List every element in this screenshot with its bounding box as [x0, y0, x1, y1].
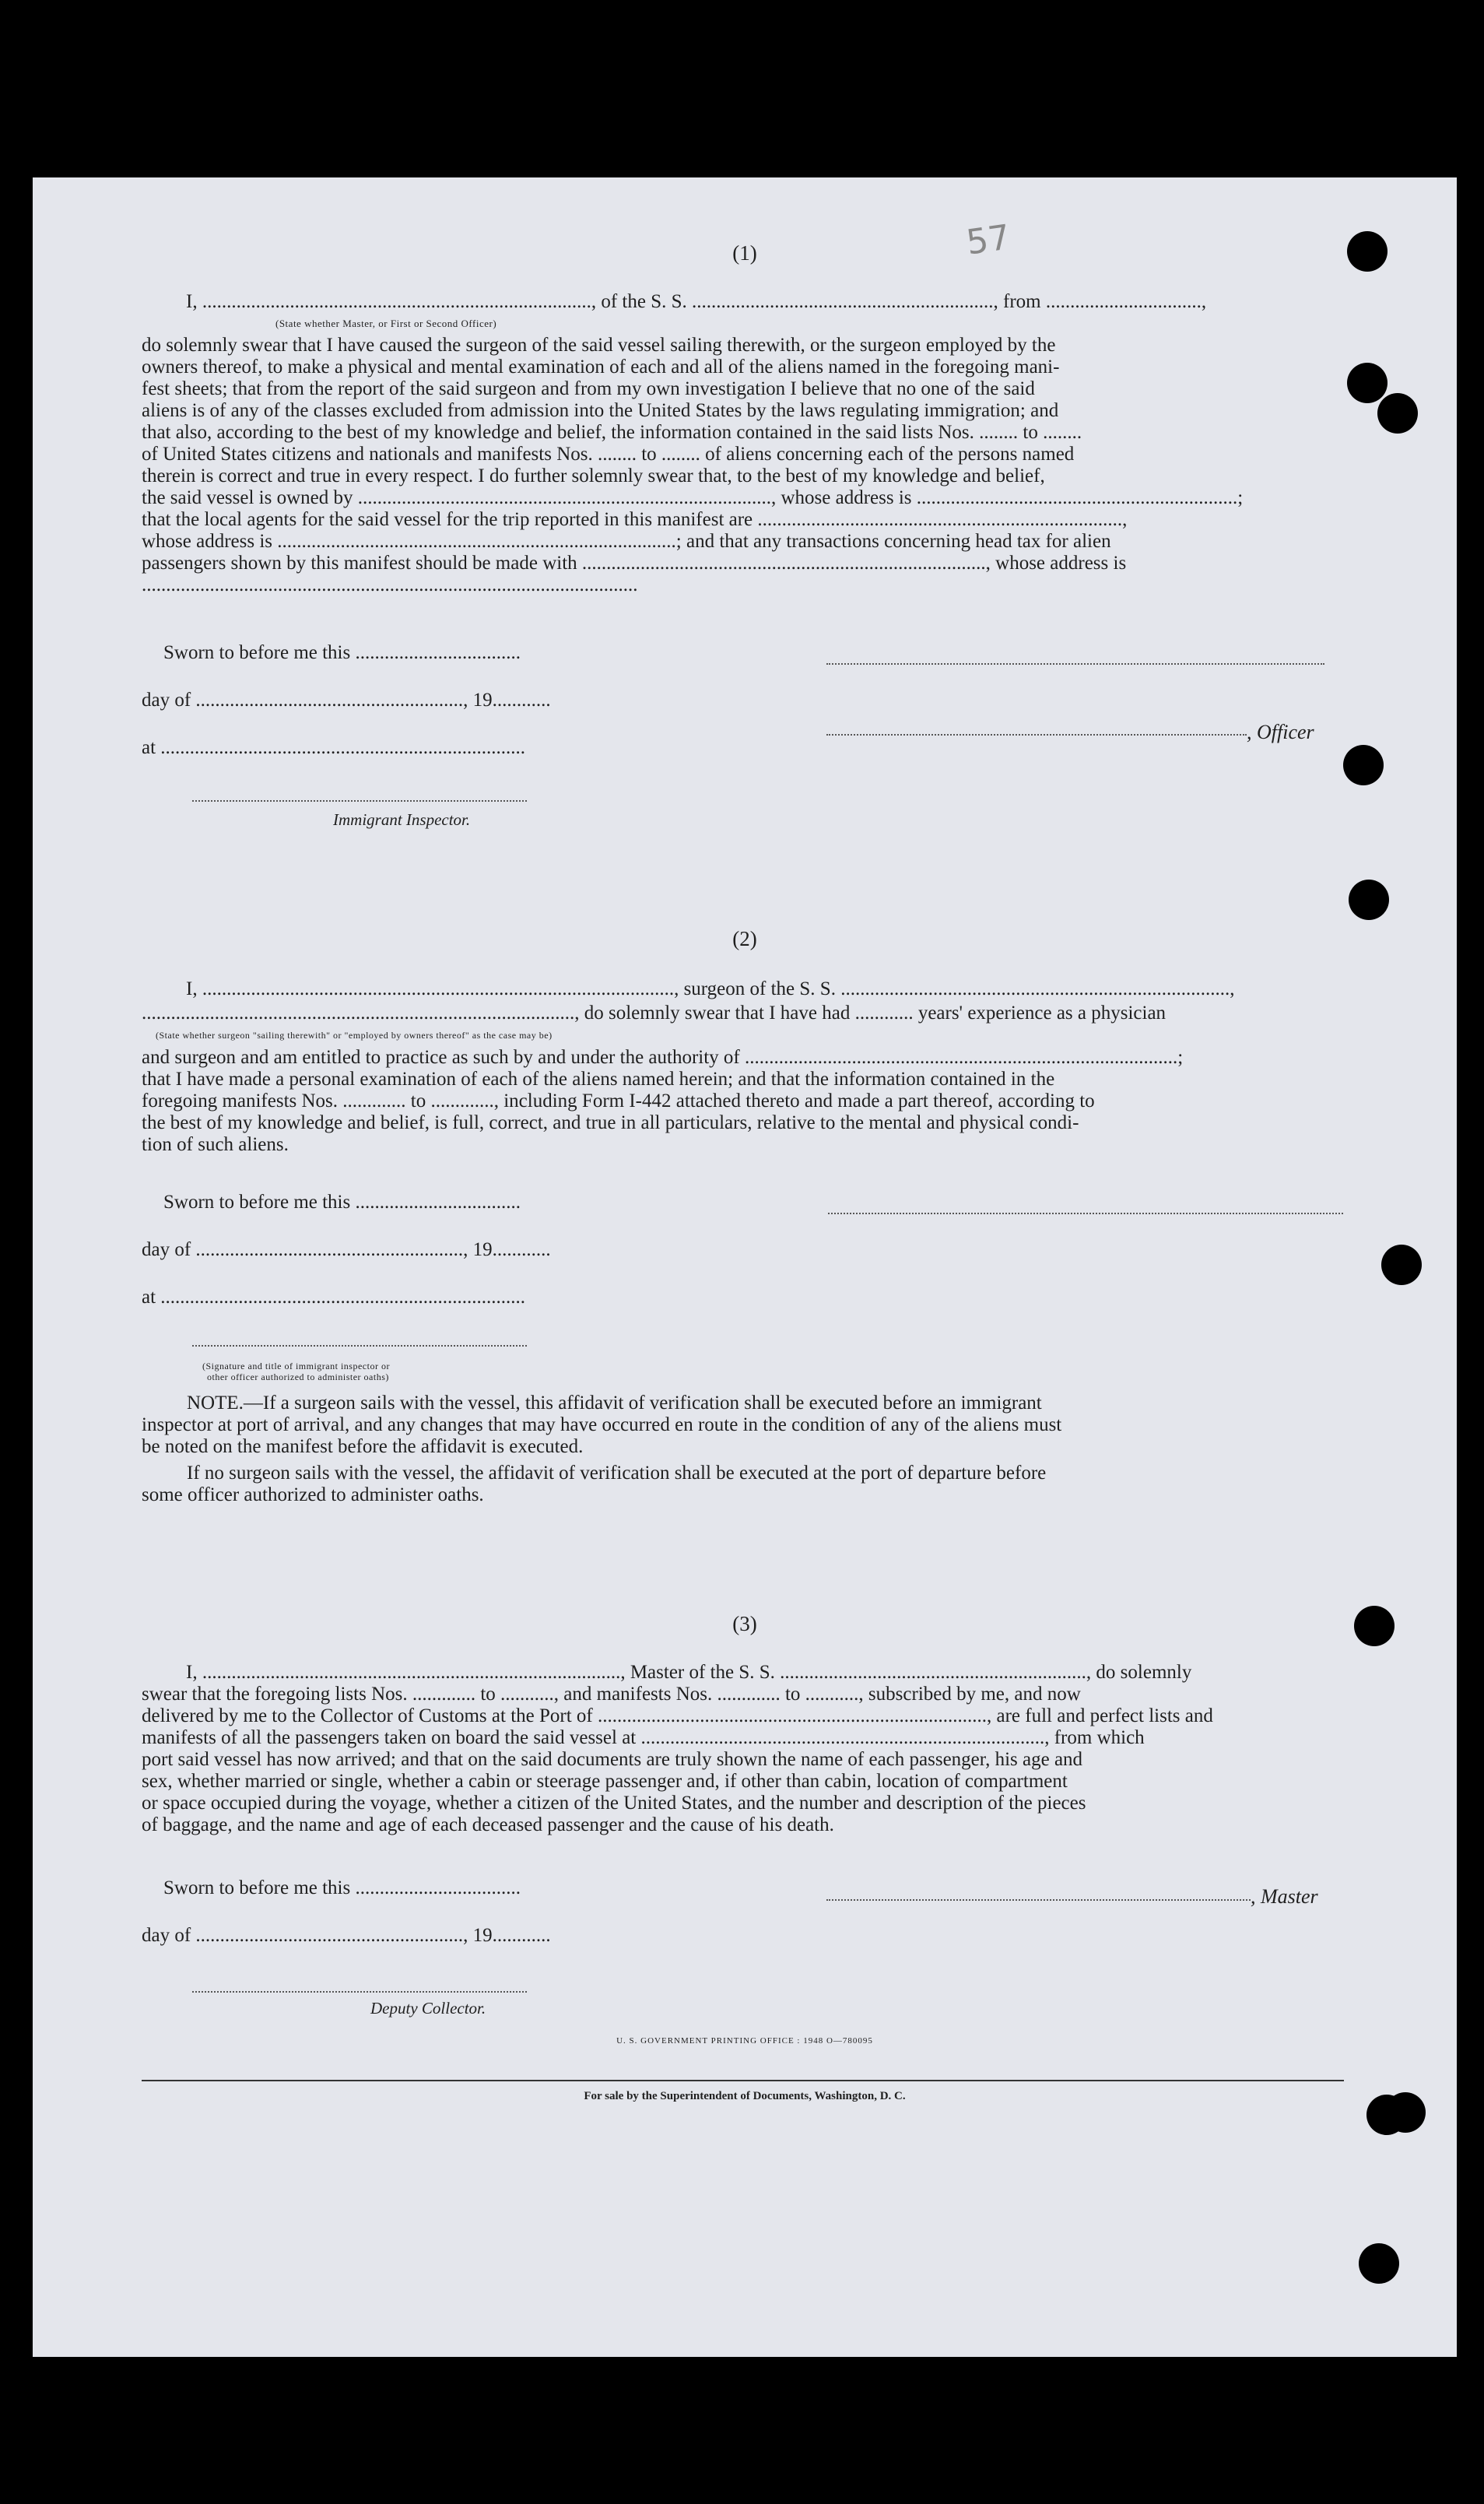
section-3-line: of baggage, and the name and age of each deceased passenger and the cause of his death.	[142, 1814, 834, 1835]
section-1-line: passengers shown by this manifest should be made with ..................................................................................., whose address is	[142, 553, 1127, 574]
inspector-signature-line	[192, 800, 527, 802]
sworn-line: Sworn to before me this ..................................	[163, 642, 521, 663]
binder-hole	[1354, 1606, 1395, 1646]
section-3-line: manifests of all the passengers taken on board the said vessel at ..................................................................................., from which	[142, 1727, 1145, 1748]
sale-note: For sale by the Superintendent of Documents, Washington, D. C.	[584, 2090, 906, 2102]
section-1-line: fest sheets; that from the report of the said surgeon and from my own investigation I believe that no one of the said	[142, 378, 1035, 399]
section-1-line: therein is correct and true in every respect. I do further solemnly swear that, to the best of my knowledge and belief,	[142, 465, 1045, 486]
binder-hole	[1377, 393, 1418, 434]
officer-label: , Officer	[1247, 721, 1314, 743]
section-1-line: owners thereof, to make a physical and mental examination of each and all of the aliens named in the foregoing mani-	[142, 356, 1060, 378]
note-line: some officer authorized to administer oaths.	[142, 1484, 484, 1505]
handwritten-page-number: 57	[963, 217, 1013, 263]
section-2-line: foregoing manifests Nos. ............. to ............., including Form I-442 attached thereto and made a part thereof, according to	[142, 1090, 1095, 1112]
section-1-line: whose address is ..................................................................................; and that any transactions concerning head tax for alien	[142, 531, 1111, 552]
section-1-line: of United States citizens and nationals and manifests Nos. ........ to ........ of aliens concerning each of the persons named	[142, 444, 1075, 465]
at-line: at ...........................................................................	[142, 737, 526, 758]
section-2-line: ........................................................................................., do solemnly swear that I have had ............ years' experience as a physician	[142, 1003, 1167, 1024]
binder-hole	[1343, 745, 1384, 785]
section-1-line: ......................................................................................................	[142, 574, 638, 595]
section-2-line: tion of such aliens.	[142, 1134, 289, 1155]
section-2-line: that I have made a personal examination of each of the aliens named herein; and that the information contained in the	[142, 1069, 1055, 1090]
collector-signature-line	[192, 1991, 527, 1993]
section-1-line: aliens is of any of the classes excluded from admission into the United States by the laws regulating immigration; and	[142, 400, 1059, 421]
section-3-line: or space occupied during the voyage, whether a citizen of the United States, and the number and description of the pieces	[142, 1793, 1086, 1814]
section-1-heading: (1)	[732, 241, 757, 265]
note-line: If no surgeon sails with the vessel, the affidavit of verification shall be executed at the port of departure before	[187, 1463, 1047, 1484]
at-line: at ...........................................................................	[142, 1287, 526, 1308]
note-line: NOTE.—If a surgeon sails with the vessel, this affidavit of verification shall be executed before an immigrant	[187, 1392, 1042, 1414]
binder-hole	[1347, 231, 1388, 272]
day-line: day of ......................................................., 19............	[142, 1239, 551, 1260]
section-3-line: I, ......................................................................................, Master of the S. S. ..............................................................., do solemnly	[186, 1662, 1192, 1683]
surgeon-type-note: (State whether surgeon "sailing therewith" or "employed by owners thereof" as the case may be)	[156, 1030, 553, 1041]
binder-hole	[1347, 363, 1388, 403]
surgeon-signature-line	[828, 1213, 1343, 1214]
master-label: , Master	[1251, 1885, 1318, 1908]
officer-signature-line	[826, 734, 1247, 736]
section-1-line: the said vessel is owned by ....................................................................................., whose address is ..................................................................;	[142, 487, 1244, 508]
section-1-line: that also, according to the best of my knowledge and belief, the information contained in the said lists Nos. ........ to ........	[142, 422, 1082, 443]
section-3-line: swear that the foregoing lists Nos. ............. to ..........., and manifests Nos. ............. to ..........., subscribed by me, and now	[142, 1684, 1081, 1705]
form-page	[33, 177, 1457, 2357]
day-line: day of ......................................................., 19............	[142, 1925, 551, 1946]
section-2-line: the best of my knowledge and belief, is full, correct, and true in all particulars, relative to the mental and physical condi-	[142, 1112, 1079, 1133]
sworn-line: Sworn to before me this ..................................	[163, 1877, 521, 1898]
section-3-line: port said vessel has now arrived; and that on the said documents are truly shown the name of each passenger, his age and	[142, 1749, 1083, 1770]
printing-office-line: U. S. GOVERNMENT PRINTING OFFICE : 1948 O—780095	[616, 2036, 873, 2046]
officer-signature-line-1	[826, 663, 1324, 665]
section-3-heading: (3)	[732, 1612, 757, 1635]
note-line: inspector at port of arrival, and any changes that may have occurred en route in the condition of any of the aliens must	[142, 1414, 1062, 1435]
note-line: be noted on the manifest before the affidavit is executed.	[142, 1436, 584, 1457]
binder-hole	[1349, 880, 1389, 920]
section-1-line: do solemnly swear that I have caused the surgeon of the said vessel sailing therewith, or the surgeon employed by the	[142, 335, 1056, 356]
master-signature-line	[826, 1899, 1251, 1901]
sworn-line: Sworn to before me this ..................................	[163, 1192, 521, 1213]
section-1-line: that the local agents for the said vessel for the trip reported in this manifest are ...........................................................................,	[142, 509, 1128, 530]
section-2-line: and surgeon and am entitled to practice as such by and under the authority of .........................................................................................;	[142, 1047, 1184, 1068]
section-3-line: delivered by me to the Collector of Customs at the Port of ................................................................................, are full and perfect lists and	[142, 1705, 1213, 1726]
inspector-signature-line	[192, 1345, 527, 1347]
section-2-heading: (2)	[732, 927, 757, 950]
footer-rule	[142, 2080, 1344, 2081]
binder-hole	[1359, 2243, 1399, 2284]
officer-rank-note: (State whether Master, or First or Second Officer)	[275, 318, 497, 329]
binder-hole	[1385, 2092, 1426, 2133]
inspector-note: other officer authorized to administer oaths)	[207, 1371, 389, 1382]
section-1-line: I, ................................................................................, of the S. S. .............................................................., from ................................,	[186, 291, 1207, 312]
section-2-line: I, ................................................................................................., surgeon of the S. S. ................................................................................,	[186, 978, 1235, 999]
binder-hole	[1381, 1245, 1422, 1285]
day-line: day of ......................................................., 19............	[142, 690, 551, 711]
section-3-line: sex, whether married or single, whether a cabin or steerage passenger and, if other than cabin, location of compartment	[142, 1771, 1068, 1792]
deputy-collector-label: Deputy Collector.	[370, 1999, 486, 2018]
inspector-note: (Signature and title of immigrant inspector or	[202, 1361, 390, 1371]
immigrant-inspector-label: Immigrant Inspector.	[333, 810, 471, 829]
